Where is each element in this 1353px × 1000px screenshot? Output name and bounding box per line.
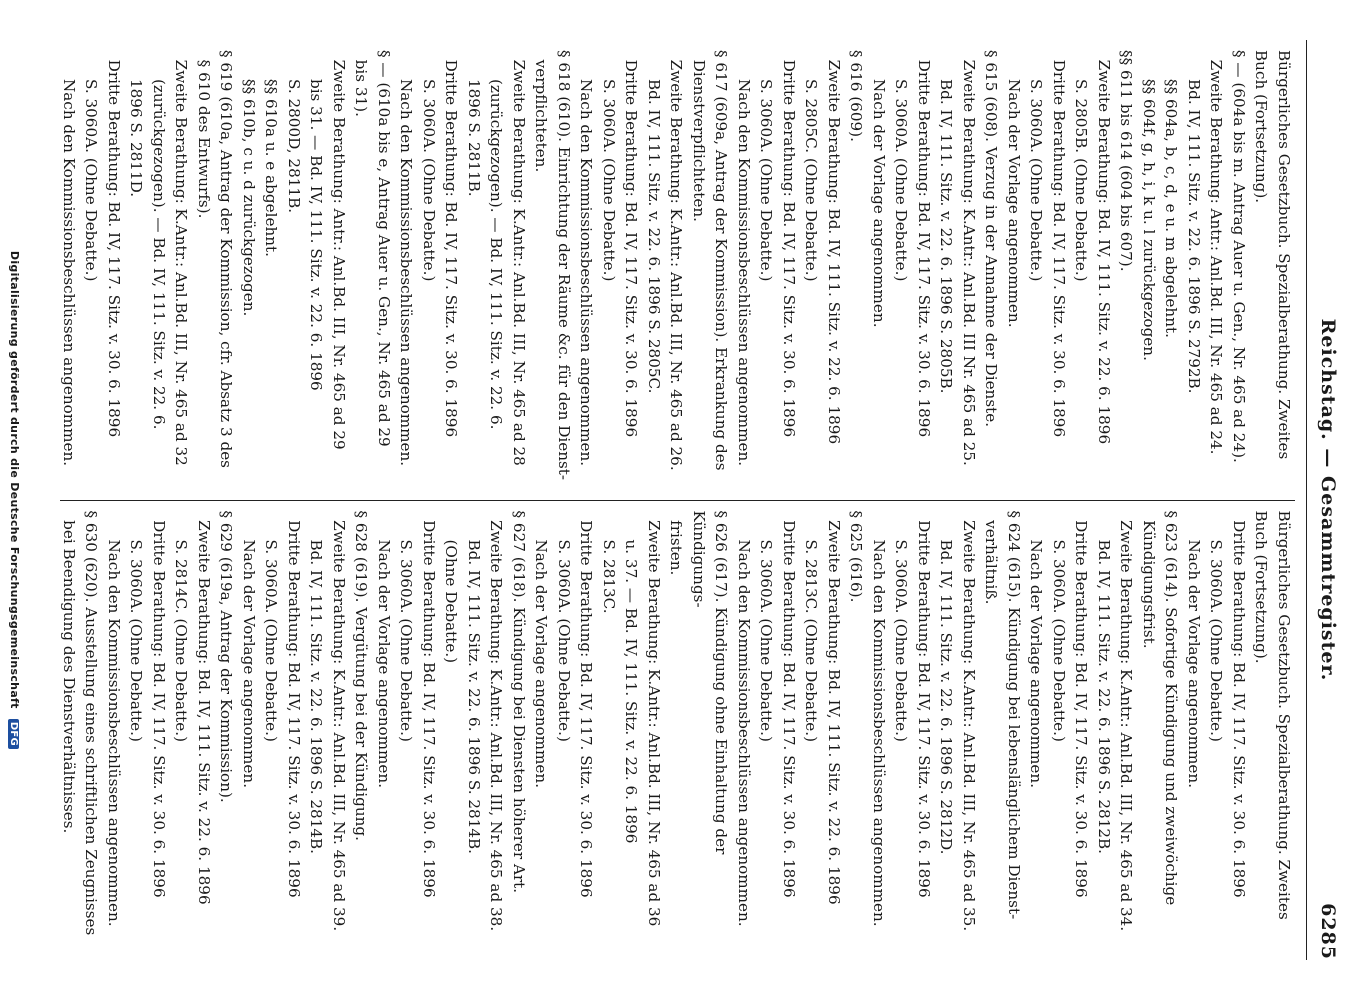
index-line: §§ 610b, c u. d zurückgezogen.	[240, 50, 258, 317]
index-line: Nach der Vorlage angenommen.	[375, 510, 393, 789]
index-line: § 627 (618). Kündigung bei Diensten höherer Art.	[510, 510, 528, 894]
index-line: Nach den Kommissionsbeschlüssen angenommen.	[397, 50, 416, 467]
index-line: Nach den Kommissionsbeschlüssen angenommen.	[60, 50, 78, 467]
index-line: § 623 (614). Sofortige Kündigung und zweiwöchige	[1162, 510, 1181, 906]
right-column	[60, 501, 1295, 961]
header-title: Reichstag. — Gesammtregister.	[1317, 318, 1339, 682]
index-line: Dritte Berathung: Bd. IV, 117. Sitz. v. 30. 6. 1896	[420, 510, 438, 898]
index-line: Nach der Vorlage angenommen.	[870, 50, 888, 328]
index-line: Zweite Berathung: Bd. IV, 111. Sitz. v. 22. 6. 1896	[195, 510, 213, 905]
index-line: §§ 604a, b, c, d, e u. m abgelehnt.	[1162, 50, 1181, 338]
index-line: Zweite Berathung: Antr.: Anl.Bd. III, Nr. 465 ad 24.	[1207, 50, 1226, 455]
index-line: Dritte Berathung: Bd. IV, 117. Sitz. v. 30. 6. 1896	[577, 510, 596, 898]
index-line: § 626 (617). Kündigung ohne Einhaltung der Kündigungs-	[690, 510, 731, 860]
index-line: 1896 S. 2811D.	[127, 50, 146, 198]
index-line: Zweite Berathung: K.Antr.: Anl.Bd. III, Nr. 465 ad 28	[510, 50, 528, 466]
index-line: Bd. IV, 111. Sitz. v. 22. 6. 1896 S. 2805C.	[645, 50, 663, 394]
index-line: Zweite Berathung: Bd. IV, 111. Sitz. v. 22. 6. 1896	[825, 510, 843, 905]
index-line: Dritte Berathung: Bd. IV, 117. Sitz. v. 30. 6. 1896	[285, 510, 303, 898]
index-line: § — (604a bis m. Antrag Auer u. Gen., Nr. 465 ad 24).	[1230, 50, 1248, 463]
index-line: S. 3060A. (Ohne Debatte.)	[1027, 50, 1046, 282]
index-line: S. 3060A. (Ohne Debatte.)	[127, 510, 146, 742]
index-line: Nach den Kommissionsbeschlüssen angenommen.	[735, 50, 753, 467]
index-line: § 616 (609).	[847, 50, 866, 142]
index-line: Dritte Berathung: Bd. IV, 117. Sitz. v. 30. 6. 1896	[442, 50, 461, 438]
index-line: 1896 S. 2811B.	[465, 50, 483, 197]
index-line: Dritte Berathung: Bd. IV, 117. Sitz. v. 30. 6. 1896	[915, 510, 933, 898]
index-line: § 625 (616).	[847, 510, 866, 603]
index-line: Nach den Kommissionsbeschlüssen angenommen.	[870, 510, 888, 927]
index-line: bei Beendigung des Dienstverhältnisses.	[60, 510, 78, 834]
index-line: Bd. IV, 111. Sitz. v. 22. 6. 1896 S. 2805B.	[937, 50, 956, 394]
index-line: S. 2800D, 2811B.	[285, 50, 303, 214]
index-line: Nach den Kommissionsbeschlüssen angenommen.	[735, 510, 753, 927]
index-line: S. 2813C.	[600, 510, 618, 614]
index-line: Dritte Berathung: Bd. IV, 117. Sitz. v. 30. 6. 1896	[780, 50, 798, 438]
index-line: (zurückgezogen). — Bd. IV, 111. Sitz. v. 22. 6.	[150, 50, 168, 430]
index-line: § 618 (610). Einrichtung der Räume &c. für den Dienst-	[555, 50, 573, 481]
digitization-footer	[8, 0, 21, 1000]
index-line: S. 2805C. (Ohne Debatte.)	[802, 50, 821, 282]
index-line: Bd. IV, 111. Sitz. v. 22. 6. 1896 S. 2814B.	[307, 510, 326, 855]
index-line: Buch (Fortsetzung).	[1252, 50, 1271, 204]
index-line: S. 3060A. (Ohne Debatte.)	[262, 510, 281, 742]
index-line: §§ 604f, g, h, i, k u. l zurückgezogen.	[1140, 50, 1158, 361]
index-line: verhältniß.	[982, 510, 1001, 605]
index-line: S. 3060A. (Ohne Debatte.)	[600, 50, 618, 282]
index-line: Nach den Kommissionsbeschlüssen angenommen.	[105, 510, 123, 927]
index-line: Dienstverpflichteten.	[690, 50, 708, 222]
index-line: Dritte Berathung: Bd. IV, 117. Sitz. v. 30. 6. 1896	[915, 50, 933, 438]
index-line: S. 2813C. (Ohne Debatte.)	[802, 510, 821, 743]
index-line: S. 3060A. (Ohne Debatte.)	[757, 50, 776, 282]
index-line: § 628 (619). Vergütung bei der Kündigung.	[352, 510, 371, 841]
index-line: Zweite Berathung: K.Antr.: Anl.Bd. III, Nr. 465 ad 36	[645, 510, 663, 927]
index-line: §§ 610a u. e abgelehnt.	[262, 50, 281, 257]
index-line: Bd. IV, 111. Sitz. v. 22. 6. 1896 S. 2812D.	[937, 510, 956, 855]
index-line: bis 31. — Bd. IV, 111. Sitz. v. 22. 6. 1896	[307, 50, 326, 391]
index-line: Bürgerliches Gesetzbuch. Spezialberathung. Zweites	[1275, 510, 1293, 920]
dfg-logo: DFG	[8, 719, 19, 749]
index-line: Dritte Berathung: Bd. IV, 117. Sitz. v. 30. 6. 1896	[1230, 510, 1248, 898]
index-line: §§ 611 bis 614 (604 bis 607).	[1117, 50, 1136, 272]
index-line: Zweite Berathung: K.Antr.: Anl.Bd. III Nr. 465 ad 25.	[960, 50, 978, 466]
index-line: S. 3060A. (Ohne Debatte.)	[1050, 510, 1068, 742]
index-line: Zweite Berathung: Bd. IV, 111. Sitz. v. 22. 6. 1896	[825, 50, 843, 445]
index-line: Zweite Berathung: K.Antr.: Anl.Bd. III, Nr. 465 ad 39.	[330, 510, 348, 932]
index-line: Zweite Berathung: Bd. IV, 111. Sitz. v. 22. 6. 1896	[1095, 50, 1113, 445]
index-line: § 629 (619a, Antrag der Kommission).	[217, 510, 236, 803]
index-line: Dritte Berathung: Bd. IV, 117. Sitz. v. 30. 6. 1896	[150, 510, 168, 898]
index-line: S. 3060A. (Ohne Debatte.)	[1207, 510, 1226, 742]
index-line: Dritte Berathung: Bd. IV, 117. Sitz. v. 30. 6. 1896	[780, 510, 798, 898]
index-line: Bürgerliches Gesetzbuch. Spezialberathung. Zweites	[1275, 50, 1293, 460]
index-line: (zurückgezogen). — Bd. IV, 111. Sitz. v. 22. 6.	[487, 50, 506, 430]
index-line: Dritte Berathung: Bd. IV, 117. Sitz. v. 30. 6. 1896	[1050, 50, 1068, 438]
index-line: § 617 (609a, Antrag der Kommission). Erkrankung des	[712, 50, 731, 471]
index-line: Nach der Vorlage angenommen.	[532, 510, 551, 789]
index-line: § 630 (620). Ausstellung eines schriftlichen Zeugnisses	[82, 510, 101, 936]
index-line: verpflichteten.	[532, 50, 551, 173]
index-line: Zweite Berathung: K.Antr.: Anl.Bd. III, Nr. 465 ad 32	[172, 50, 191, 466]
index-line: S. 3060A. (Ohne Debatte.)	[397, 510, 416, 742]
index-line: Dritte Berathung: Bd. IV, 117. Sitz. v. 30. 6. 1896	[1072, 510, 1091, 898]
index-line: Buch (Fortsetzung).	[1252, 510, 1271, 664]
left-column	[60, 40, 1295, 500]
index-line: (Ohne Debatte.)	[442, 510, 461, 664]
index-line: S. 3060A. (Ohne Debatte.)	[82, 50, 101, 282]
index-line: S. 2805B. (Ohne Debatte.)	[1072, 50, 1091, 282]
index-line: Nach der Vorlage angenommen.	[1027, 510, 1046, 789]
index-line: § 624 (615). Kündigung bei lebenslänglichem Dienst-	[1005, 510, 1023, 920]
index-line: Kündigungsfrist.	[1140, 510, 1158, 649]
index-line: § 615 (608). Verzug in der Annahme der Dienste.	[982, 50, 1001, 428]
index-line: Nach der Vorlage angenommen.	[1005, 50, 1023, 328]
footer-text: Digitalisierung gefördert durch die Deutsche Forschungsgemeinschaft	[8, 250, 21, 709]
index-line: S. 3060A. (Ohne Debatte.)	[757, 510, 776, 742]
index-line: S. 3060A. (Ohne Debatte.)	[892, 510, 911, 742]
running-head	[1309, 40, 1339, 960]
index-line: S. 2814C. (Ohne Debatte.)	[172, 510, 191, 743]
index-line: S. 3060A. (Ohne Debatte.)	[892, 50, 911, 282]
page-number: 6285	[1317, 903, 1339, 960]
index-line: Bd. IV, 111. Sitz. v. 22. 6. 1896 S. 2812B.	[1095, 510, 1113, 855]
index-line: Zweite Berathung: K.Antr.: Anl.Bd. III, Nr. 465 ad 35.	[960, 510, 978, 932]
index-line: Bd. IV, 111. Sitz. v. 22. 6. 1896 S. 2814B.	[465, 510, 483, 855]
index-line: u. 37. — Bd. IV, 111. Sitz. v. 22. 6. 1896	[622, 510, 641, 844]
index-line: Nach den Kommissionsbeschlüssen angenommen.	[577, 50, 596, 467]
index-line: § 610 des Entwurfs).	[195, 50, 213, 219]
index-line: Zweite Berathung: K.Antr.: Anl.Bd. III, Nr. 465 ad 38.	[487, 510, 506, 932]
index-line: bis 31).	[352, 50, 371, 117]
index-line: Dritte Berathung: Bd. IV, 117. Sitz. v. 30. 6. 1896	[622, 50, 641, 438]
index-line: fristen.	[667, 510, 686, 576]
index-line: § — (610a bis e, Antrag Auer u. Gen., Nr. 465 ad 29	[375, 50, 393, 447]
index-line: Nach der Vorlage angenommen.	[1185, 510, 1203, 789]
index-line: Bd. IV, 111. Sitz. v. 22. 6. 1896 S. 2792B.	[1185, 50, 1203, 394]
index-line: Zweite Berathung: Antr.: Anl.Bd. III, Nr. 465 ad 29	[330, 50, 348, 450]
header-rule	[1306, 40, 1307, 960]
index-line: Zweite Berathung: K.Antr.: Anl.Bd. III, Nr. 465 ad 26.	[667, 50, 686, 471]
index-line: S. 3060A. (Ohne Debatte.)	[420, 50, 438, 282]
text-columns	[60, 40, 1295, 960]
index-line: Nach der Vorlage angenommen.	[240, 510, 258, 789]
index-line: S. 3060A. (Ohne Debatte.)	[555, 510, 573, 742]
index-line: Dritte Berathung: Bd. IV, 117. Sitz. v. 30. 6. 1896	[105, 50, 123, 438]
index-line: § 619 (610a, Antrag der Kommission, cfr. Absatz 3 des	[217, 50, 236, 468]
index-line: Zweite Berathung: K.Antr.: Anl.Bd. III, Nr. 465 ad 34.	[1117, 510, 1136, 932]
